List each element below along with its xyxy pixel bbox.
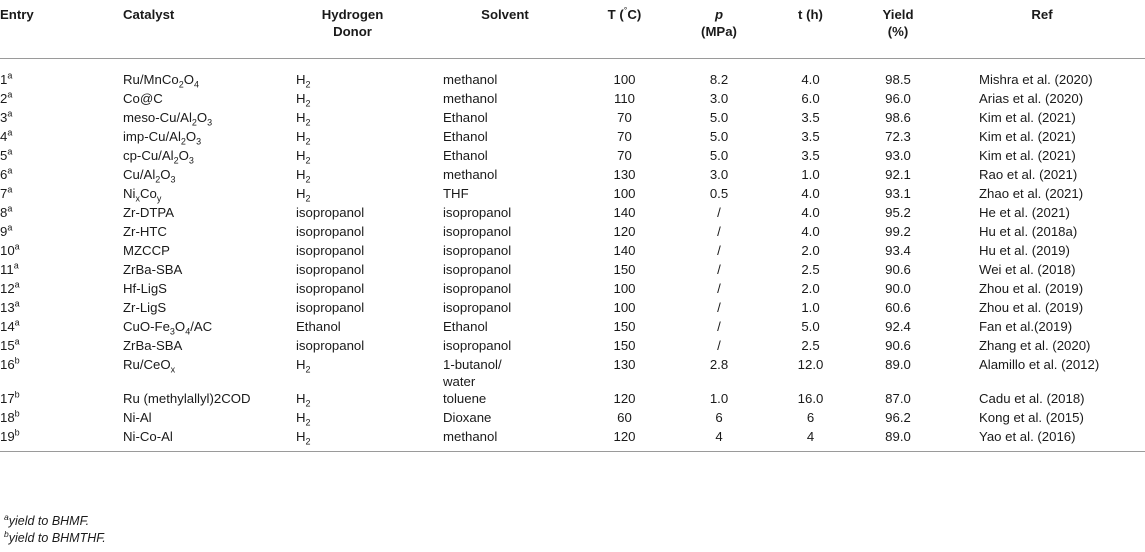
cell-time: 12.0 — [797, 357, 824, 372]
cell-temperature: 100 — [613, 281, 636, 296]
cell-catalyst: Ru (methylallyl)2COD — [123, 391, 251, 406]
cell-time: 3.5 — [801, 148, 820, 163]
cell-ref: Kim et al. (2021) — [979, 129, 1076, 144]
cell-ref: Zhao et al. (2021) — [979, 186, 1084, 201]
table-row — [0, 390, 1145, 409]
cell-entry: 7$^a$ — [0, 184, 13, 201]
cell-yield: 96.2 — [885, 410, 911, 425]
cell-catalyst: $Ru/MnCo_2O_4$ — [123, 72, 199, 90]
cell-pressure: 4 — [715, 429, 723, 444]
cell-solvent: isopropanol — [443, 243, 512, 258]
cell-yield: 99.2 — [885, 224, 911, 239]
cell-catalyst: meso-$Cu/Al_2O_3$ — [123, 110, 213, 128]
cell-pressure: / — [717, 243, 721, 258]
cell-pressure: / — [717, 262, 721, 277]
cell-yield: 89.0 — [885, 357, 911, 372]
cell-entry: 18$^b$ — [0, 408, 20, 425]
cell-pressure: 5.0 — [709, 148, 729, 163]
cell-temperature: 110 — [613, 91, 636, 106]
cell-entry: 5$^a$ — [0, 146, 13, 163]
table-row — [0, 109, 1145, 128]
table-row — [0, 59, 1145, 91]
header-yield: Yield (%) — [882, 7, 914, 39]
cell-entry: 2$^a$ — [0, 89, 13, 106]
cell-temperature: 120 — [613, 224, 636, 239]
cell-catalyst: $cp-Cu/Al_2O_3$ — [123, 148, 194, 166]
cell-time: 4 — [806, 429, 815, 444]
cell-hydrogen-donor: Ethanol — [296, 319, 341, 334]
cell-hydrogen-donor: $H_2$ — [296, 91, 311, 109]
cell-solvent: isopropanol — [443, 262, 512, 277]
cell-yield: 98.5 — [885, 72, 911, 87]
cell-solvent: Ethanol — [443, 148, 488, 163]
cell-temperature: 70 — [617, 148, 632, 163]
table-row — [0, 147, 1145, 166]
cell-hydrogen-donor: $H_2$ — [296, 129, 311, 147]
footnote-b: $^b$yield to BHMTHF. — [4, 528, 106, 545]
cell-temperature: 70 — [617, 110, 632, 125]
cell-solvent: THF — [443, 186, 469, 201]
table-row — [0, 185, 1145, 204]
cell-entry: 12$^a$ — [0, 279, 20, 296]
cell-solvent: toluene — [443, 391, 487, 406]
cell-hydrogen-donor: $H_2$ — [296, 186, 311, 204]
cell-ref: Arias et al. (2020) — [979, 91, 1084, 106]
cell-time: 1.0 — [801, 167, 820, 182]
cell-hydrogen-donor: $H_2$ — [296, 148, 311, 166]
cell-time: 2.0 — [801, 281, 820, 296]
cell-time: 2.5 — [801, 338, 820, 353]
cell-hydrogen-donor: $H_2$ — [296, 357, 311, 375]
cell-solvent: methanol — [443, 91, 498, 106]
table-row — [0, 166, 1145, 185]
cell-yield: 60.6 — [885, 300, 911, 315]
cell-yield: 90.6 — [885, 338, 911, 353]
cell-solvent: Dioxane — [443, 410, 492, 425]
cell-time: 5.0 — [801, 319, 820, 334]
cell-ref: Kong et al. (2015) — [979, 410, 1084, 425]
cell-catalyst: Co@C — [123, 91, 163, 106]
cell-entry: 3$^a$ — [0, 108, 13, 125]
cell-temperature: 100 — [613, 186, 636, 201]
cell-pressure: 8.2 — [709, 72, 729, 87]
cell-hydrogen-donor: $H_2$ — [296, 391, 311, 409]
cell-temperature: 140 — [613, 243, 636, 258]
cell-catalyst: Zr-DTPA — [123, 205, 175, 220]
table-row — [0, 337, 1145, 356]
header-hydrogen-donor: Hydrogen Donor — [321, 7, 384, 39]
cell-time: 2.5 — [801, 262, 820, 277]
cell-ref: Cadu et al. (2018) — [979, 391, 1085, 406]
cell-yield: 89.0 — [885, 429, 911, 444]
cell-hydrogen-donor: isopropanol — [296, 205, 365, 220]
cell-entry: 9$^a$ — [0, 222, 13, 239]
cell-yield: 72.3 — [885, 129, 911, 144]
cell-time: 6.0 — [801, 91, 820, 106]
cell-temperature: 130 — [613, 167, 636, 182]
cell-temperature: 140 — [613, 205, 636, 220]
cell-yield: 95.2 — [885, 205, 911, 220]
cell-ref: Zhou et al. (2019) — [979, 300, 1084, 315]
table-header-row — [0, 2, 1145, 59]
cell-ref: Zhou et al. (2019) — [979, 281, 1084, 296]
cell-solvent: Ethanol — [443, 319, 488, 334]
cell-temperature: 120 — [613, 391, 636, 406]
cell-ref: Hu et al. (2018a) — [979, 224, 1078, 239]
cell-catalyst: ZrBa-SBA — [123, 262, 183, 277]
cell-catalyst: $Cu/Al_2O_3$ — [123, 167, 176, 185]
cell-catalyst: CuO-$Fe_3O_4/AC$ — [123, 319, 213, 337]
cell-entry: 13$^a$ — [0, 298, 20, 315]
cell-pressure: 5.0 — [709, 110, 729, 125]
header-entry: Entry — [0, 7, 34, 22]
cell-solvent: isopropanol — [443, 300, 512, 315]
cell-yield: 90.6 — [885, 262, 911, 277]
cell-entry: 8$^a$ — [0, 203, 13, 220]
data-table — [0, 2, 1145, 452]
cell-ref: Kim et al. (2021) — [979, 148, 1076, 163]
cell-ref: Wei et al. (2018) — [979, 262, 1076, 277]
cell-solvent: methanol — [443, 429, 498, 444]
header-solvent: Solvent — [481, 7, 529, 22]
cell-catalyst: Ni-Co-Al — [123, 429, 173, 444]
cell-time: 4.0 — [801, 205, 820, 220]
cell-time: 4.0 — [801, 72, 820, 87]
table-row — [0, 280, 1145, 299]
cell-time: 2.0 — [801, 243, 820, 258]
cell-pressure: 5.0 — [709, 129, 729, 144]
cell-ref: Rao et al. (2021) — [979, 167, 1078, 182]
cell-pressure: 3.0 — [709, 167, 729, 182]
cell-pressure: / — [717, 338, 721, 353]
cell-entry: 11$^a$ — [0, 260, 19, 277]
cell-solvent: methanol — [443, 167, 498, 182]
cell-temperature: 100 — [613, 72, 636, 87]
cell-entry: 14$^a$ — [0, 317, 20, 334]
cell-time: 16.0 — [797, 391, 824, 406]
header-pressure: p (MPa) — [701, 7, 737, 39]
cell-pressure: / — [717, 319, 721, 334]
cell-ref: Alamillo et al. (2012) — [979, 357, 1100, 372]
table-row — [0, 318, 1145, 337]
table-row — [0, 428, 1145, 452]
cell-temperature: 150 — [613, 262, 636, 277]
cell-catalyst: Zr-LigS — [123, 300, 167, 315]
cell-entry: 17$^b$ — [0, 389, 20, 406]
cell-hydrogen-donor: isopropanol — [296, 300, 365, 315]
cell-solvent: isopropanol — [443, 205, 512, 220]
cell-solvent: isopropanol — [443, 224, 512, 239]
cell-temperature: 130 — [613, 357, 636, 372]
cell-entry: 15$^a$ — [0, 336, 20, 353]
cell-hydrogen-donor: $H_2$ — [296, 167, 311, 185]
footnotes — [4, 513, 106, 547]
cell-catalyst: Hf-LigS — [123, 281, 167, 296]
cell-hydrogen-donor: isopropanol — [296, 224, 365, 239]
cell-yield: 92.1 — [885, 167, 911, 182]
cell-solvent: isopropanol — [443, 338, 512, 353]
cell-entry: 6$^a$ — [0, 165, 13, 182]
cell-yield: 90.0 — [885, 281, 911, 296]
cell-yield: 98.6 — [885, 110, 911, 125]
cell-ref: Mishra et al. (2020) — [979, 72, 1093, 87]
cell-catalyst: imp-$Cu/Al_2O_3$ — [123, 129, 202, 147]
cell-pressure: 2.8 — [709, 357, 729, 372]
cell-solvent: Ethanol — [443, 129, 488, 144]
cell-time: 6 — [806, 410, 815, 425]
header-catalyst: Catalyst — [123, 7, 175, 22]
cell-yield: 93.0 — [885, 148, 911, 163]
cell-yield: 87.0 — [885, 391, 911, 406]
cell-ref: Zhang et al. (2020) — [979, 338, 1091, 353]
table-row — [0, 242, 1145, 261]
cell-entry: 4$^a$ — [0, 127, 13, 144]
cell-hydrogen-donor: isopropanol — [296, 281, 365, 296]
cell-pressure: 0.5 — [709, 186, 729, 201]
cell-ref: Kim et al. (2021) — [979, 110, 1076, 125]
table-row — [0, 223, 1145, 242]
cell-entry: 19$^b$ — [0, 427, 20, 444]
table-row — [0, 261, 1145, 280]
cell-time: 1.0 — [801, 300, 820, 315]
cell-catalyst: Ni-Al — [123, 410, 152, 425]
header-temperature: T (°C) — [607, 5, 642, 22]
cell-pressure: / — [717, 205, 721, 220]
table-row — [0, 409, 1145, 428]
cell-entry: 16$^b$ — [0, 355, 20, 372]
footnote-a: $^a$yield to BHMF. — [4, 511, 90, 528]
cell-time: 3.5 — [801, 129, 820, 144]
cell-entry: 10$^a$ — [0, 241, 20, 258]
header-ref: Ref — [1031, 7, 1053, 22]
cell-catalyst: Ru/CeO$_x$ — [123, 357, 176, 375]
table-row — [0, 204, 1145, 223]
cell-solvent: 1-butanol/ water — [443, 357, 502, 389]
cell-yield: 93.4 — [885, 243, 911, 258]
cell-temperature: 60 — [617, 410, 632, 425]
table-body — [0, 59, 1145, 452]
cell-yield: 93.1 — [885, 186, 911, 201]
cell-pressure: 1.0 — [709, 391, 729, 406]
cell-ref: He et al. (2021) — [979, 205, 1070, 220]
cell-yield: 96.0 — [885, 91, 911, 106]
cell-ref: Fan et al.(2019) — [979, 319, 1073, 334]
cell-solvent: isopropanol — [443, 281, 512, 296]
cell-ref: Yao et al. (2016) — [979, 429, 1076, 444]
cell-pressure: 3.0 — [709, 91, 729, 106]
cell-hydrogen-donor: isopropanol — [296, 338, 365, 353]
cell-catalyst: $Ni_xCo_y$ — [123, 186, 162, 204]
table-row — [0, 299, 1145, 318]
cell-catalyst: MZCCP — [123, 243, 170, 258]
cell-time: 3.5 — [801, 110, 820, 125]
cell-pressure: / — [717, 281, 721, 296]
cell-hydrogen-donor: isopropanol — [296, 262, 365, 277]
cell-hydrogen-donor: $H_2$ — [296, 110, 311, 128]
cell-pressure: / — [717, 300, 721, 315]
cell-temperature: 100 — [613, 300, 636, 315]
cell-yield: 92.4 — [885, 319, 911, 334]
cell-pressure: / — [717, 224, 721, 239]
cell-time: 4.0 — [801, 186, 820, 201]
cell-catalyst: Zr-HTC — [123, 224, 167, 239]
cell-temperature: 150 — [613, 319, 636, 334]
table-row — [0, 90, 1145, 109]
cell-ref: Hu et al. (2019) — [979, 243, 1070, 258]
cell-hydrogen-donor: $H_2$ — [296, 429, 311, 447]
cell-temperature: 70 — [617, 129, 632, 144]
cell-hydrogen-donor: isopropanol — [296, 243, 365, 258]
cell-temperature: 120 — [613, 429, 636, 444]
cell-catalyst: ZrBa-SBA — [123, 338, 183, 353]
cell-solvent: Ethanol — [443, 110, 488, 125]
cell-time: 4.0 — [801, 224, 820, 239]
cell-solvent: methanol — [443, 72, 498, 87]
cell-temperature: 150 — [613, 338, 636, 353]
table-row — [0, 356, 1145, 390]
header-time: t (h) — [798, 7, 823, 22]
table-row — [0, 128, 1145, 147]
cell-hydrogen-donor: $H_2$ — [296, 72, 311, 90]
cell-pressure: 6 — [715, 410, 723, 425]
cell-entry: 1$^a$ — [0, 70, 13, 87]
cell-hydrogen-donor: $H_2$ — [296, 410, 311, 428]
